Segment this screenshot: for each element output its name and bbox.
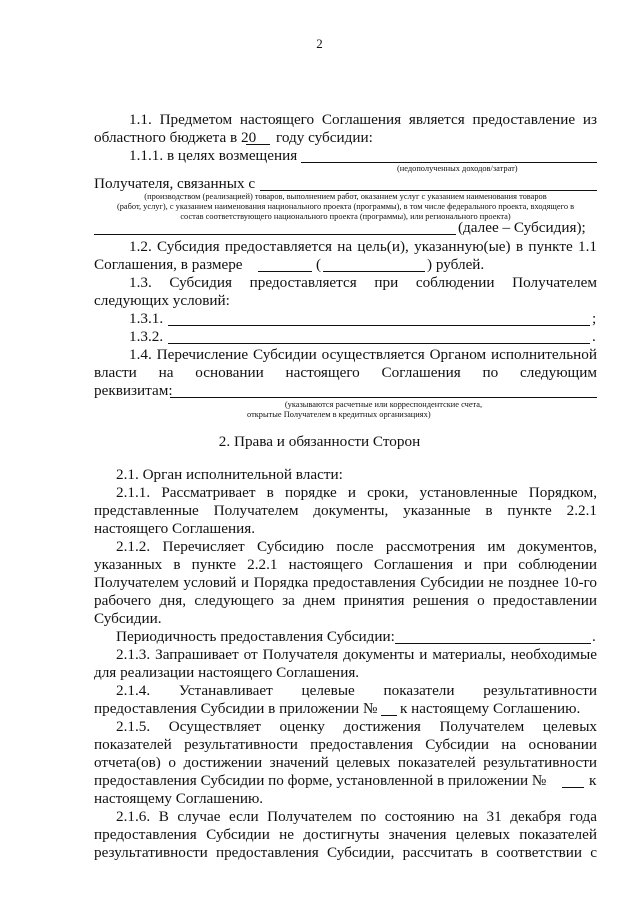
periodicity-blank xyxy=(395,643,591,644)
clause-2-1-1-line-3: настоящего Соглашения. xyxy=(94,520,255,537)
purpose-note: (недополученных доходов/затрат) xyxy=(397,164,518,173)
purpose-blank xyxy=(301,162,597,163)
condition-2-blank xyxy=(168,343,590,344)
clause-2-1-5-line-5: настоящему Соглашению. xyxy=(94,790,264,807)
year-blank xyxy=(246,144,270,145)
requisites-label: реквизитам: xyxy=(94,382,173,399)
clause-1-3-line-1: 1.3. Субсидия предоставляется при соблюдении Получателем xyxy=(129,274,597,291)
periodicity-label: Периодичность предоставления Субсидии: xyxy=(116,628,395,645)
clause-2-1-5-line-3: отчета(ов) о достижении значений целевых показателей результативности xyxy=(94,754,597,771)
related-blank xyxy=(260,190,597,191)
clause-2-1-5-line-2: показателей результативности предоставления Субсидии на основании xyxy=(94,736,597,753)
related-note-line-1: (производством (реализацией) товаров, выполнением работ, оказанием услуг с указанием наименования товаров xyxy=(144,192,547,201)
page-number: 2 xyxy=(316,36,323,51)
clause-2-1-1-line-2: представленные Получателем документы, указанные в пункте 2.2.1 xyxy=(94,502,597,519)
clause-2-1-2-line-2: указанных в пункте 2.2.1 настоящего Соглашения и при соблюдении xyxy=(94,556,597,573)
clause-2-1: 2.1. Орган исполнительной власти: xyxy=(116,466,343,483)
subsidy-definition: (далее – Субсидия); xyxy=(458,219,586,236)
clause-2-1-4-line-2a: предоставления Субсидии в приложении № xyxy=(94,700,378,717)
subsidy-blank xyxy=(94,234,456,235)
clause-2-1-3-line-2: для реализации настоящего Соглашения. xyxy=(94,664,360,681)
condition-2-end: . xyxy=(592,328,596,345)
appendix-number-blank-2 xyxy=(562,787,584,788)
clause-2-1-2-line-4: рабочего дня, следующего за днем принятия решения о предоставлении xyxy=(94,592,597,609)
requisites-note-line-2: открытые Получателем в кредитных организациях) xyxy=(247,410,431,419)
clause-2-1-6-line-1: 2.1.6. В случае если Получателем по состоянию на 31 декабря года xyxy=(116,808,597,825)
clause-2-1-4-line-1: 2.1.4. Устанавливает целевые показатели результативности xyxy=(116,682,597,699)
amount-digits-blank xyxy=(258,271,312,272)
amount-open-paren: ( xyxy=(316,256,322,273)
amount-words-blank xyxy=(323,271,425,272)
clause-2-1-3-line-1: 2.1.3. Запрашивает от Получателя документы и материалы, необходимые xyxy=(116,646,597,663)
clause-2-1-1-line-1: 2.1.1. Рассматривает в порядке и сроки, установленные Порядком, xyxy=(116,484,597,501)
clause-1-4-line-1: 1.4. Перечисление Субсидии осуществляется Органом исполнительной xyxy=(129,346,597,363)
clause-2-1-5-line-4b: к xyxy=(589,772,597,789)
requisites-note-line-1: (указываются расчетные или корреспондентские счета, xyxy=(284,400,483,409)
condition-1-blank xyxy=(168,325,590,326)
clause-1-2-amount-label: Соглашения, в размере xyxy=(94,256,243,273)
related-note-line-3: состав соответствующего национального проекта (программы), или регионального проекта) xyxy=(180,212,511,221)
clause-2-1-5-line-4a: предоставления Субсидии по форме, установленной в приложении № xyxy=(94,772,547,789)
clause-2-1-2-line-1: 2.1.2. Перечисляет Субсидию после рассмотрения им документов, xyxy=(116,538,597,555)
clause-1-1-1-label: 1.1.1. в целях возмещения xyxy=(129,147,298,164)
condition-1-label: 1.3.1. xyxy=(129,310,164,327)
clause-1-3-line-2: следующих условий: xyxy=(94,292,230,309)
condition-1-end: ; xyxy=(592,310,597,327)
clause-2-1-5-line-1: 2.1.5. Осуществляет оценку достижения Получателем целевых xyxy=(116,718,597,735)
amount-rubles-label: ) рублей. xyxy=(427,256,485,273)
related-note-line-2: (работ, услуг), с указанием наименования национального проекта (программы), в том числе федерального проекта, входящего в xyxy=(116,202,575,211)
recipient-related-label: Получателя, связанных с xyxy=(94,175,256,192)
clause-2-1-4-line-2b: к настоящему Соглашению. xyxy=(400,700,581,717)
clause-1-1-line-1: 1.1. Предметом настоящего Соглашения является предоставление из xyxy=(129,111,597,128)
section-2-heading: 2. Права и обязанности Сторон xyxy=(218,433,421,450)
condition-2-label: 1.3.2. xyxy=(129,328,164,345)
periodicity-end: . xyxy=(592,628,596,645)
requisites-blank xyxy=(170,397,597,398)
clause-1-4-line-2: власти на основании настоящего Соглашения по следующим xyxy=(94,364,597,381)
clause-2-1-6-line-3: результативности предоставления Субсидии, рассчитать в соответствии с xyxy=(94,844,597,861)
clause-1-1-line-2a: областного бюджета в 20 xyxy=(94,129,257,146)
clause-2-1-6-line-2: предоставления Субсидии не достигнуты значения целевых показателей xyxy=(94,826,597,843)
clause-1-2-line-1: 1.2. Субсидия предоставляется на цель(и), указанную(ые) в пункте 1.1 xyxy=(129,238,597,255)
clause-1-1-line-2b: году субсидии: xyxy=(276,129,373,146)
clause-2-1-2-line-3: Получателем условий и Порядка предоставления Субсидии не позднее 10-го xyxy=(94,574,597,591)
clause-2-1-2-line-5: Субсидии. xyxy=(94,610,162,627)
appendix-number-blank-1 xyxy=(381,715,397,716)
